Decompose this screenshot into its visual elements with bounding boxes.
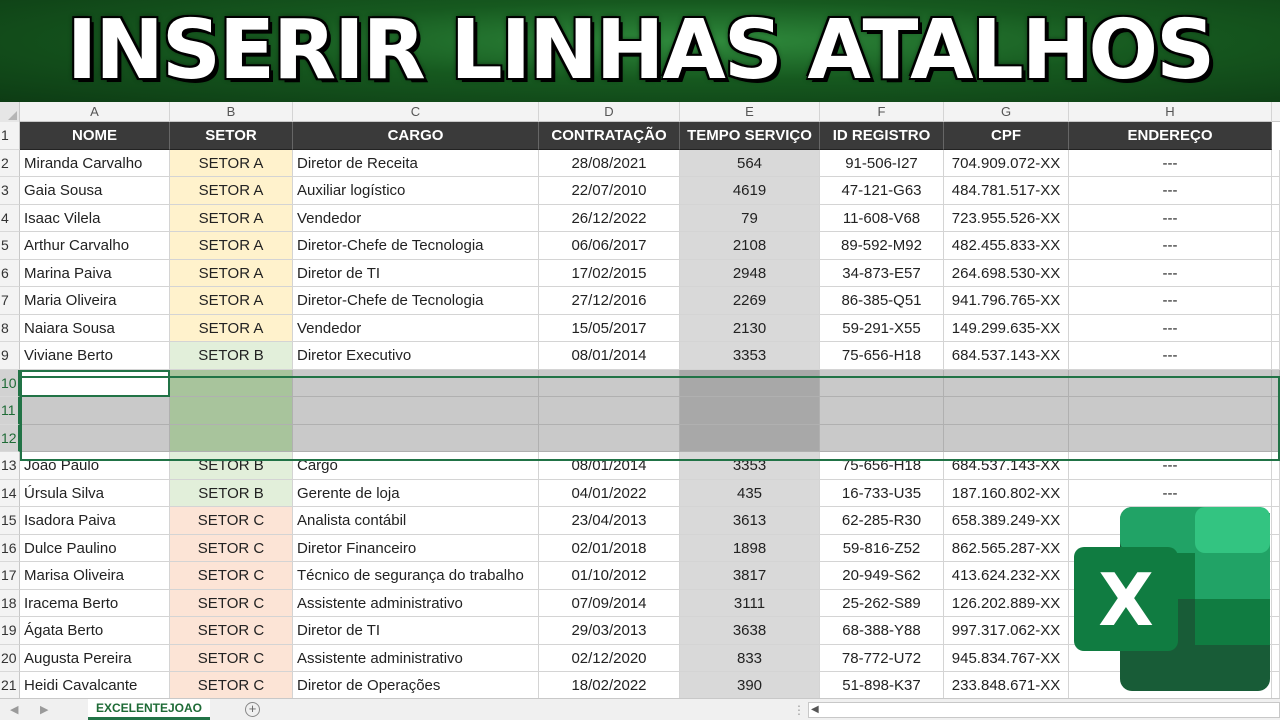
cell-cargo[interactable]: Vendedor: [293, 205, 539, 233]
cell-nome[interactable]: Ágata Berto: [20, 617, 170, 645]
cell-tempo[interactable]: 2948: [680, 260, 820, 288]
cell-setor[interactable]: [170, 425, 293, 453]
cell-nome[interactable]: Iracema Berto: [20, 590, 170, 618]
cell-setor[interactable]: SETOR B: [170, 452, 293, 480]
add-sheet-button[interactable]: +: [245, 702, 260, 717]
cell-id[interactable]: 16-733-U35: [820, 480, 944, 508]
cell-nome[interactable]: Arthur Carvalho: [20, 232, 170, 260]
prev-sheet-icon[interactable]: ◀: [10, 704, 19, 716]
cell-cpf[interactable]: 862.565.287-XX: [944, 535, 1069, 563]
row-number[interactable]: 4: [0, 205, 20, 233]
row-number[interactable]: 1: [0, 122, 20, 150]
row-number[interactable]: 10: [0, 370, 20, 398]
cell-setor[interactable]: SETOR C: [170, 507, 293, 535]
row-number[interactable]: 5: [0, 232, 20, 260]
cell-id[interactable]: 47-121-G63: [820, 177, 944, 205]
cell-contratacao[interactable]: 17/02/2015: [539, 260, 680, 288]
cell-cargo[interactable]: Auxiliar logístico: [293, 177, 539, 205]
cell-setor[interactable]: SETOR C: [170, 617, 293, 645]
excel-logo-icon: [1074, 507, 1270, 691]
cell-tempo[interactable]: [680, 370, 820, 398]
cell-extra[interactable]: [1272, 535, 1280, 563]
cell-nome[interactable]: Maria Oliveira: [20, 287, 170, 315]
cell-tempo[interactable]: 564: [680, 150, 820, 178]
column-header-b[interactable]: B: [170, 102, 293, 122]
cell-contratacao[interactable]: 22/07/2010: [539, 177, 680, 205]
cell-cpf[interactable]: 126.202.889-XX: [944, 590, 1069, 618]
cell-cargo[interactable]: [293, 397, 539, 425]
select-all-triangle-icon: [8, 111, 17, 120]
cell-cpf[interactable]: 684.537.143-XX: [944, 452, 1069, 480]
cell-contratacao[interactable]: 18/02/2022: [539, 672, 680, 698]
cell-extra[interactable]: [1272, 425, 1280, 453]
table-row: [0, 287, 1280, 315]
cell-tempo[interactable]: 3638: [680, 617, 820, 645]
cell-setor[interactable]: SETOR A: [170, 150, 293, 178]
horizontal-scrollbar[interactable]: [808, 702, 1280, 718]
cell-endereco[interactable]: [1069, 397, 1272, 425]
row-number[interactable]: 2: [0, 150, 20, 178]
cell-cpf[interactable]: 149.299.635-XX: [944, 315, 1069, 343]
cell-endereco[interactable]: ---: [1069, 342, 1272, 370]
cell-nome[interactable]: Dulce Paulino: [20, 535, 170, 563]
header-cell[interactable]: SETOR: [170, 122, 293, 150]
cell-setor[interactable]: SETOR A: [170, 205, 293, 233]
cell-endereco[interactable]: ---: [1069, 480, 1272, 508]
cell-tempo[interactable]: [680, 397, 820, 425]
table-row: [0, 480, 1280, 508]
table-row: [0, 260, 1280, 288]
row-number[interactable]: 8: [0, 315, 20, 343]
cell-setor[interactable]: SETOR C: [170, 535, 293, 563]
cell-id[interactable]: 25-262-S89: [820, 590, 944, 618]
cell-tempo[interactable]: 390: [680, 672, 820, 698]
cell-extra[interactable]: [1272, 562, 1280, 590]
row-number[interactable]: 9: [0, 342, 20, 370]
cell-extra[interactable]: [1272, 590, 1280, 618]
header-cell[interactable]: CPF: [944, 122, 1069, 150]
cell-nome[interactable]: Úrsula Silva: [20, 480, 170, 508]
row-number[interactable]: 3: [0, 177, 20, 205]
cell-cargo[interactable]: Gerente de loja: [293, 480, 539, 508]
cell-tempo[interactable]: 2130: [680, 315, 820, 343]
cell-contratacao[interactable]: 08/01/2014: [539, 342, 680, 370]
cell-endereco[interactable]: ---: [1069, 452, 1272, 480]
cell-contratacao[interactable]: 02/12/2020: [539, 645, 680, 673]
cell-contratacao[interactable]: [539, 425, 680, 453]
cell-tempo[interactable]: 435: [680, 480, 820, 508]
header-cell[interactable]: ENDEREÇO: [1069, 122, 1272, 150]
cell-id[interactable]: 34-873-E57: [820, 260, 944, 288]
select-all-button[interactable]: [0, 102, 20, 122]
cell-endereco[interactable]: [1069, 370, 1272, 398]
cell-endereco[interactable]: ---: [1069, 205, 1272, 233]
next-sheet-icon[interactable]: ▶: [40, 704, 49, 716]
header-cell[interactable]: TEMPO SERVIÇO: [680, 122, 820, 150]
table-row: [0, 452, 1280, 480]
cell-nome[interactable]: [20, 397, 170, 425]
cell-cpf[interactable]: 413.624.232-XX: [944, 562, 1069, 590]
cell-cargo[interactable]: Diretor de Operações: [293, 672, 539, 698]
cell-endereco[interactable]: ---: [1069, 150, 1272, 178]
column-header-g[interactable]: G: [944, 102, 1069, 122]
cell-id[interactable]: 86-385-Q51: [820, 287, 944, 315]
cell-nome[interactable]: Isaac Vilela: [20, 205, 170, 233]
cell-endereco[interactable]: ---: [1069, 260, 1272, 288]
header-cell[interactable]: NOME: [20, 122, 170, 150]
cell-id[interactable]: 20-949-S62: [820, 562, 944, 590]
cell-cpf[interactable]: [944, 425, 1069, 453]
cell-nome[interactable]: [20, 425, 170, 453]
cell-cpf[interactable]: 482.455.833-XX: [944, 232, 1069, 260]
cell-contratacao[interactable]: 15/05/2017: [539, 315, 680, 343]
cell-id[interactable]: 59-816-Z52: [820, 535, 944, 563]
banner-title: INSERIR LINHAS ATALHOS: [66, 3, 1214, 98]
cell-setor[interactable]: SETOR A: [170, 315, 293, 343]
table-row: [0, 342, 1280, 370]
tab-split-handle-icon[interactable]: ⋮: [793, 703, 805, 717]
cell-extra[interactable]: [1272, 397, 1280, 425]
table-row: [0, 315, 1280, 343]
cell-cargo[interactable]: [293, 425, 539, 453]
cell-nome[interactable]: Naiara Sousa: [20, 315, 170, 343]
cell-tempo[interactable]: 3353: [680, 342, 820, 370]
inserted-blank-row: [0, 397, 1280, 425]
cell-id[interactable]: 51-898-K37: [820, 672, 944, 698]
cell-tempo[interactable]: 3353: [680, 452, 820, 480]
cell-cpf[interactable]: 945.834.767-XX: [944, 645, 1069, 673]
cell-tempo[interactable]: 4619: [680, 177, 820, 205]
cell-cargo[interactable]: Diretor-Chefe de Tecnologia: [293, 287, 539, 315]
inserted-blank-row: [0, 370, 1280, 398]
cell-contratacao[interactable]: 29/03/2013: [539, 617, 680, 645]
row-number[interactable]: 21: [0, 672, 20, 698]
cell-nome[interactable]: João Paulo: [20, 452, 170, 480]
cell-contratacao[interactable]: [539, 397, 680, 425]
cell-tempo[interactable]: 3817: [680, 562, 820, 590]
cell-cargo[interactable]: Vendedor: [293, 315, 539, 343]
cell-cpf[interactable]: 684.537.143-XX: [944, 342, 1069, 370]
cell-nome[interactable]: [20, 370, 170, 398]
cell-extra[interactable]: [1272, 617, 1280, 645]
sheet-tab-excelentejoao[interactable]: EXCELENTEJOAO: [88, 699, 210, 720]
cell-cargo[interactable]: Cargo: [293, 452, 539, 480]
cell-cpf[interactable]: 704.909.072-XX: [944, 150, 1069, 178]
cell-id[interactable]: 11-608-V68: [820, 205, 944, 233]
cell-extra[interactable]: [1272, 452, 1280, 480]
cell-extra[interactable]: [1272, 645, 1280, 673]
column-header-e[interactable]: E: [680, 102, 820, 122]
cell-extra[interactable]: [1272, 287, 1280, 315]
cell-cpf[interactable]: 723.955.526-XX: [944, 205, 1069, 233]
cell-setor[interactable]: SETOR B: [170, 342, 293, 370]
inserted-blank-row: [0, 425, 1280, 453]
row-number[interactable]: 7: [0, 287, 20, 315]
cell-extra[interactable]: [1272, 370, 1280, 398]
cell-contratacao[interactable]: 01/10/2012: [539, 562, 680, 590]
cell-id[interactable]: 75-656-H18: [820, 452, 944, 480]
cell-extra[interactable]: [1272, 315, 1280, 343]
scroll-left-icon[interactable]: ◀: [811, 704, 819, 715]
row-number[interactable]: 6: [0, 260, 20, 288]
column-header-d[interactable]: D: [539, 102, 680, 122]
cell-id[interactable]: 59-291-X55: [820, 315, 944, 343]
cell-extra[interactable]: [1272, 177, 1280, 205]
cell-extra[interactable]: [1272, 232, 1280, 260]
cell-contratacao[interactable]: 23/04/2013: [539, 507, 680, 535]
cell-nome[interactable]: Viviane Berto: [20, 342, 170, 370]
cell-contratacao[interactable]: 04/01/2022: [539, 480, 680, 508]
cell-extra[interactable]: [1272, 480, 1280, 508]
cell-cpf[interactable]: 997.317.062-XX: [944, 617, 1069, 645]
cell-id[interactable]: 68-388-Y88: [820, 617, 944, 645]
cell-contratacao[interactable]: 07/09/2014: [539, 590, 680, 618]
cell-id[interactable]: 78-772-U72: [820, 645, 944, 673]
cell-tempo[interactable]: 79: [680, 205, 820, 233]
cell-cpf[interactable]: 233.848.671-XX: [944, 672, 1069, 698]
cell-endereco[interactable]: ---: [1069, 177, 1272, 205]
row-number[interactable]: 14: [0, 480, 20, 508]
cell-contratacao[interactable]: 26/12/2022: [539, 205, 680, 233]
table-row: [0, 205, 1280, 233]
cell-tempo[interactable]: 3111: [680, 590, 820, 618]
cell-id[interactable]: [820, 397, 944, 425]
row-number[interactable]: 12: [0, 425, 20, 453]
cell-id[interactable]: [820, 425, 944, 453]
cell-cargo[interactable]: Diretor Executivo: [293, 342, 539, 370]
cell-cargo[interactable]: Técnico de segurança do trabalho: [293, 562, 539, 590]
cell-contratacao[interactable]: 02/01/2018: [539, 535, 680, 563]
row-number[interactable]: 16: [0, 535, 20, 563]
cell-setor[interactable]: SETOR C: [170, 645, 293, 673]
cell-nome[interactable]: Gaia Sousa: [20, 177, 170, 205]
row-number[interactable]: 13: [0, 452, 20, 480]
cell-setor[interactable]: SETOR A: [170, 177, 293, 205]
table-row: [0, 150, 1280, 178]
cell-setor[interactable]: [170, 397, 293, 425]
cell-cargo[interactable]: [293, 370, 539, 398]
header-cell[interactable]: CONTRATAÇÃO: [539, 122, 680, 150]
cell-endereco[interactable]: ---: [1069, 315, 1272, 343]
header-cell[interactable]: CARGO: [293, 122, 539, 150]
cell-setor[interactable]: SETOR A: [170, 287, 293, 315]
cell-contratacao[interactable]: 28/08/2021: [539, 150, 680, 178]
excel-logo-letter: X: [1098, 558, 1154, 642]
cell-setor[interactable]: [170, 370, 293, 398]
cell-nome[interactable]: Miranda Carvalho: [20, 150, 170, 178]
cell-id[interactable]: 75-656-H18: [820, 342, 944, 370]
cell-setor[interactable]: SETOR C: [170, 562, 293, 590]
cell-tempo[interactable]: 2269: [680, 287, 820, 315]
title-banner: [0, 0, 1280, 102]
cell-cpf[interactable]: 941.796.765-XX: [944, 287, 1069, 315]
cell-contratacao[interactable]: 27/12/2016: [539, 287, 680, 315]
row-number[interactable]: 20: [0, 645, 20, 673]
cell-extra[interactable]: [1272, 205, 1280, 233]
cell-cpf[interactable]: 484.781.517-XX: [944, 177, 1069, 205]
cell-setor[interactable]: SETOR C: [170, 672, 293, 698]
column-header-row: [0, 102, 1280, 122]
cell-cargo[interactable]: Assistente administrativo: [293, 590, 539, 618]
cell-setor[interactable]: SETOR A: [170, 260, 293, 288]
cell-cpf[interactable]: 187.160.802-XX: [944, 480, 1069, 508]
cell-extra[interactable]: [1272, 507, 1280, 535]
cell-id[interactable]: [820, 370, 944, 398]
cell-cpf[interactable]: 264.698.530-XX: [944, 260, 1069, 288]
cell-cargo[interactable]: Analista contábil: [293, 507, 539, 535]
cell-extra[interactable]: [1272, 672, 1280, 698]
cell-extra[interactable]: [1272, 260, 1280, 288]
cell-cpf[interactable]: [944, 370, 1069, 398]
cell-tempo[interactable]: 1898: [680, 535, 820, 563]
cell-endereco[interactable]: [1069, 425, 1272, 453]
row-number[interactable]: 18: [0, 590, 20, 618]
cell-cargo[interactable]: Diretor de TI: [293, 260, 539, 288]
row-number[interactable]: 15: [0, 507, 20, 535]
cell-cargo[interactable]: Assistente administrativo: [293, 645, 539, 673]
cell-nome[interactable]: Marisa Oliveira: [20, 562, 170, 590]
column-header-a[interactable]: A: [20, 102, 170, 122]
cell-cargo[interactable]: Diretor de TI: [293, 617, 539, 645]
cell-id[interactable]: 89-592-M92: [820, 232, 944, 260]
cell-cargo[interactable]: Diretor-Chefe de Tecnologia: [293, 232, 539, 260]
cell-tempo[interactable]: 833: [680, 645, 820, 673]
column-header-f[interactable]: F: [820, 102, 944, 122]
sheet-tab-bar: [0, 698, 1280, 720]
cell-id[interactable]: 62-285-R30: [820, 507, 944, 535]
row-number[interactable]: 19: [0, 617, 20, 645]
cell-id[interactable]: 91-506-I27: [820, 150, 944, 178]
cell-nome[interactable]: Augusta Pereira: [20, 645, 170, 673]
cell-cargo[interactable]: Diretor de Receita: [293, 150, 539, 178]
cell-endereco[interactable]: ---: [1069, 287, 1272, 315]
cell-contratacao[interactable]: 08/01/2014: [539, 452, 680, 480]
cell-cargo[interactable]: Diretor Financeiro: [293, 535, 539, 563]
cell-extra[interactable]: [1272, 150, 1280, 178]
cell-setor[interactable]: SETOR C: [170, 590, 293, 618]
table-header-row: [0, 122, 1280, 150]
table-row: [0, 177, 1280, 205]
cell-tempo[interactable]: [680, 425, 820, 453]
cell-nome[interactable]: Isadora Paiva: [20, 507, 170, 535]
cell-extra[interactable]: [1272, 342, 1280, 370]
row-number[interactable]: 17: [0, 562, 20, 590]
cell-setor[interactable]: SETOR B: [170, 480, 293, 508]
column-header-h[interactable]: H: [1069, 102, 1272, 122]
cell-nome[interactable]: Heidi Cavalcante: [20, 672, 170, 698]
cell-tempo[interactable]: 2108: [680, 232, 820, 260]
row-number[interactable]: 11: [0, 397, 20, 425]
cell-tempo[interactable]: 3613: [680, 507, 820, 535]
cell-contratacao[interactable]: [539, 370, 680, 398]
table-row: [0, 232, 1280, 260]
cell-nome[interactable]: Marina Paiva: [20, 260, 170, 288]
cell-cpf[interactable]: [944, 397, 1069, 425]
cell-setor[interactable]: SETOR A: [170, 232, 293, 260]
column-header-c[interactable]: C: [293, 102, 539, 122]
header-cell[interactable]: ID REGISTRO: [820, 122, 944, 150]
cell-contratacao[interactable]: 06/06/2017: [539, 232, 680, 260]
cell-endereco[interactable]: ---: [1069, 232, 1272, 260]
cell-cpf[interactable]: 658.389.249-XX: [944, 507, 1069, 535]
